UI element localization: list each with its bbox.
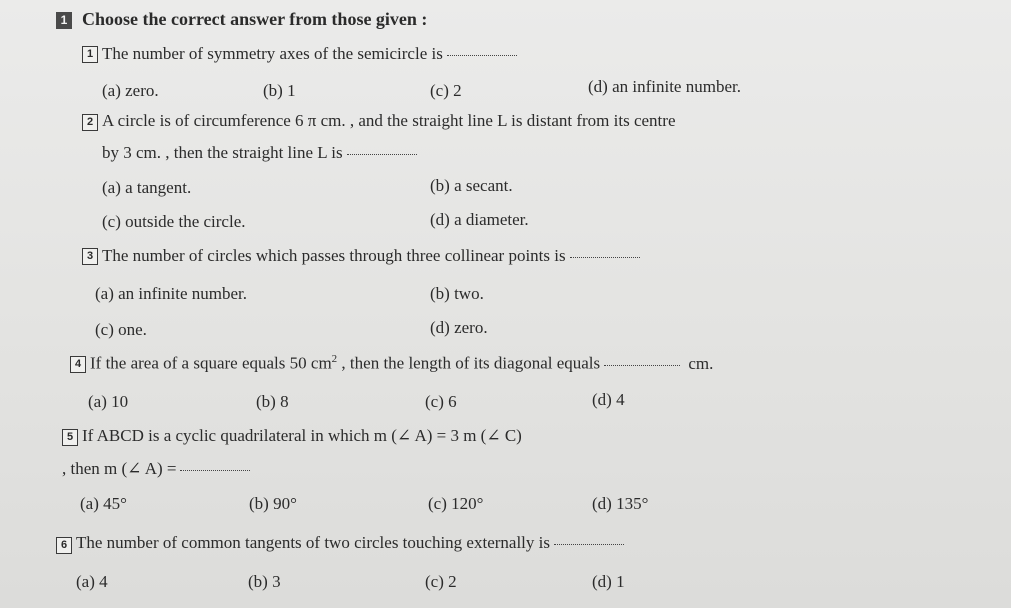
question-4-text	[90, 353, 713, 374]
q2-option-b: (b) a secant.	[430, 176, 513, 195]
question-2-stem: by 3 cm. , then the straight line L is	[102, 143, 343, 162]
q6-option-b: (b) 3	[248, 572, 281, 591]
question-2-number: 2	[82, 114, 98, 131]
question-4-number: 4	[70, 356, 86, 373]
answer-blank	[447, 54, 517, 56]
question-6-stem: The number of common tangents of two circles touching externally is	[76, 533, 550, 552]
q1-option-c: (c) 2	[430, 81, 462, 100]
q3-option-b: (b) two.	[430, 284, 484, 303]
q2-option-c: (c) outside the circle.	[102, 212, 246, 231]
q3-option-c: (c) one.	[95, 320, 147, 339]
q5-option-b: (b) 90°	[249, 494, 297, 513]
q5-option-a: (a) 45°	[80, 494, 127, 513]
q1-option-d: (d) an infinite number.	[588, 77, 741, 96]
answer-blank	[554, 543, 624, 545]
superscript-two: 2	[331, 353, 338, 365]
q6-option-d: (d) 1	[592, 572, 625, 591]
question-3-number: 3	[82, 248, 98, 265]
question-3-stem: The number of circles which passes through three collinear points is	[102, 246, 566, 265]
question-2-text-line1: A circle is of circumference 6 π cm. , and the straight line L is distant from its centre	[102, 111, 676, 130]
section-number-badge: 1	[56, 12, 72, 29]
q6-option-a: (a) 4	[76, 572, 108, 591]
question-6-text	[76, 533, 624, 553]
question-1-stem: The number of symmetry axes of the semicircle is	[102, 44, 443, 63]
answer-blank	[604, 364, 680, 366]
q4-option-b: (b) 8	[256, 392, 289, 411]
question-1-number: 1	[82, 46, 98, 63]
question-3-text	[102, 246, 640, 266]
q4-option-d: (d) 4	[592, 390, 625, 409]
q2-option-a: (a) a tangent.	[102, 178, 192, 197]
question-4-stem: If the area of a square equals 50 cm	[90, 353, 332, 373]
unit-label: cm.	[688, 353, 714, 373]
q6-option-c: (c) 2	[425, 572, 457, 591]
q3-option-a: (a) an infinite number.	[95, 284, 248, 303]
answer-blank	[180, 469, 250, 471]
question-6-number: 6	[56, 537, 72, 554]
question-5-stem: , then m (∠ A) =	[62, 459, 177, 478]
question-5-text-line2	[62, 459, 250, 479]
q1-option-a: (a) zero.	[102, 81, 159, 100]
q2-option-d: (d) a diameter.	[430, 210, 529, 229]
q5-option-c: (c) 120°	[428, 494, 484, 513]
q1-option-b: (b) 1	[263, 81, 296, 100]
answer-blank	[570, 256, 640, 258]
question-1-text	[102, 44, 517, 64]
answer-blank	[347, 153, 417, 155]
question-5-number: 5	[62, 429, 78, 446]
question-2-text-line2	[102, 143, 417, 163]
section-title: Choose the correct answer from those given :	[82, 9, 428, 29]
q5-option-d: (d) 135°	[592, 494, 649, 513]
q3-option-d: (d) zero.	[430, 318, 488, 337]
question-4-stem-end: , then the length of its diagonal equals	[337, 353, 601, 373]
question-5-text-line1: If ABCD is a cyclic quadrilateral in which m (∠ A) = 3 m (∠ C)	[82, 426, 522, 445]
q4-option-a: (a) 10	[88, 392, 129, 411]
q4-option-c: (c) 6	[425, 392, 457, 411]
